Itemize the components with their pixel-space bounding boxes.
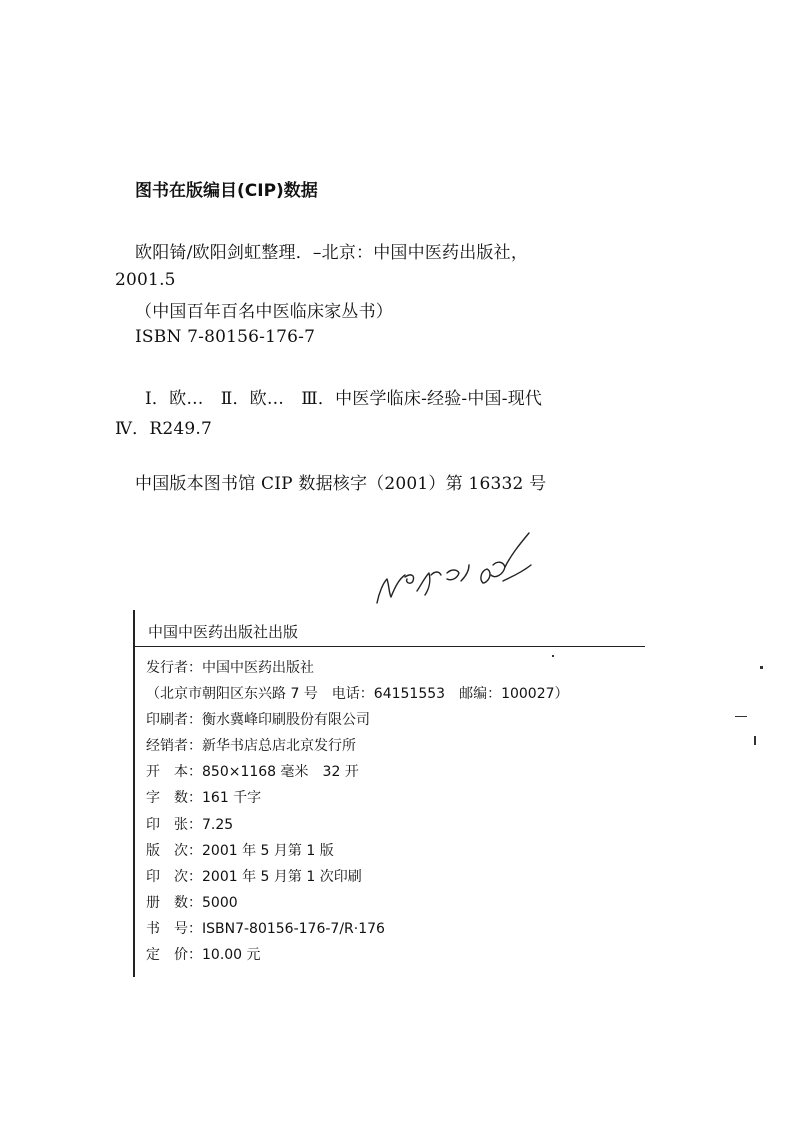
imprint-row-price: 定 价：10.00 元 — [146, 947, 261, 964]
imprint-row-address: （北京市朝阳区东兴路 7 号 电话：64151553 邮编：100027） — [146, 686, 569, 703]
cip-classification-line: Ⅰ．欧… Ⅱ．欧… Ⅲ．中医学临床-经验-中国-现代 — [145, 389, 543, 409]
imprint-left-border — [133, 610, 135, 977]
imprint-row-word-count: 字 数：161 千字 — [146, 790, 262, 807]
imprint-row-seller: 经销者：新华书店总店北京发行所 — [146, 738, 356, 755]
imprint-details — [146, 655, 569, 968]
cip-series-title: （中国百年百名中医临床家丛书） — [135, 302, 393, 322]
handwritten-signature — [365, 525, 545, 615]
imprint-row-edition: 版 次：2001 年 5 月第 1 版 — [146, 842, 334, 859]
imprint-row-distributor: 发行者：中国中医药出版社 — [146, 660, 314, 676]
cip-isbn: ISBN 7-80156-176-7 — [135, 327, 316, 347]
imprint-publisher: 中国中医药出版社出版 — [148, 623, 299, 641]
scan-speck — [552, 655, 554, 657]
imprint-row-copies: 册 数：5000 — [146, 894, 238, 911]
cip-check-number: 中国版本图书馆 CIP 数据核字（2001）第 16332 号 — [135, 474, 547, 494]
imprint-divider — [135, 646, 645, 647]
imprint-row-format: 开 本：850×1168 毫米 32 开 — [146, 764, 359, 781]
cip-classification-number: Ⅳ．R249.7 — [115, 419, 213, 439]
imprint-row-printing: 印 次：2001 年 5 月第 1 次印刷 — [146, 868, 362, 885]
imprint-row-printer: 印刷者：衡水冀峰印刷股份有限公司 — [146, 712, 370, 729]
imprint-row-sheets: 印 张：7.25 — [146, 816, 234, 833]
cip-publication-date: 2001.5 — [115, 270, 176, 290]
cip-heading: 图书在版编目(CIP)数据 — [135, 181, 318, 201]
cip-author-publisher-line: 欧阳锜/欧阳剑虹整理．–北京：中国中医药出版社， — [135, 243, 529, 263]
scan-speck — [754, 736, 756, 745]
scan-speck — [735, 716, 747, 717]
imprint-row-book-number: 书 号：ISBN7-80156-176-7/R·176 — [146, 920, 385, 937]
scan-speck — [760, 666, 763, 669]
